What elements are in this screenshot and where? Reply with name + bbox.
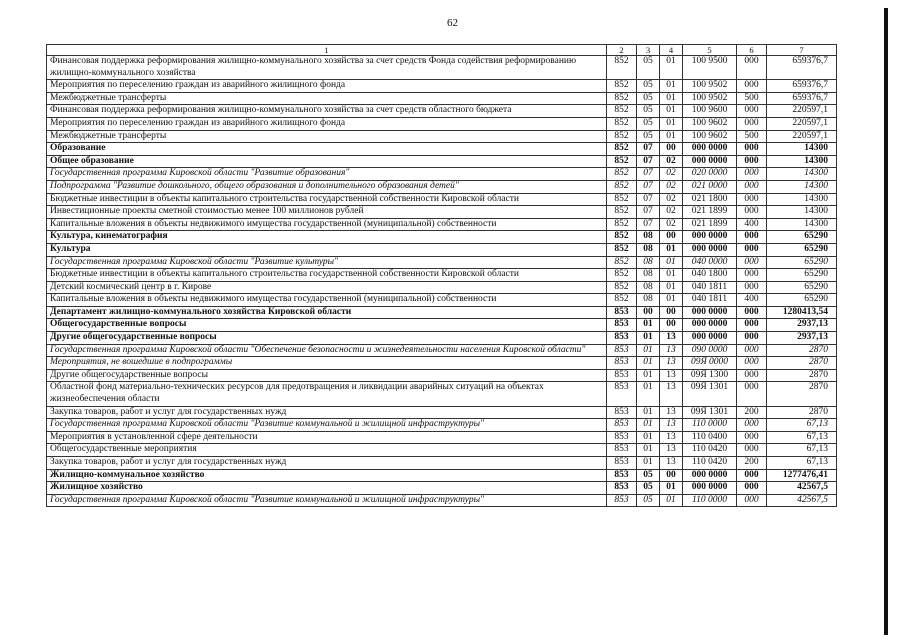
expense-type-code: 000 (737, 419, 767, 432)
expense-type-code: 000 (737, 469, 767, 482)
table-row (47, 369, 837, 382)
expense-type-code: 000 (737, 143, 767, 156)
row-name: Мероприятия в установленной сфере деятельности (47, 431, 607, 444)
expense-type-code: 000 (737, 231, 767, 244)
row-name: Культура, кинематография (47, 231, 607, 244)
table-row (47, 143, 837, 156)
amount: 659376,7 (767, 92, 837, 105)
row-name: Государственная программа Кировской области "Обеспечение безопасности и жизнедеятельности населения Кировской области" (47, 344, 607, 357)
amount: 65290 (767, 269, 837, 282)
target-article-code: 090 0000 (683, 344, 737, 357)
dept-code: 852 (607, 218, 637, 231)
dept-code: 853 (607, 319, 637, 332)
expense-type-code: 500 (737, 130, 767, 143)
row-name: Другие общегосударственные вопросы (47, 369, 607, 382)
dept-code: 852 (607, 243, 637, 256)
row-name: Департамент жилищно-коммунального хозяйства Кировской области (47, 306, 607, 319)
table-row (47, 482, 837, 495)
section-code: 08 (637, 231, 660, 244)
col-header: 3 (637, 45, 660, 56)
subsection-code: 01 (660, 294, 683, 307)
table-row (47, 419, 837, 432)
expense-type-code: 000 (737, 281, 767, 294)
dept-code: 852 (607, 256, 637, 269)
expense-type-code: 000 (737, 168, 767, 181)
amount: 1277476,41 (767, 469, 837, 482)
amount: 220597,1 (767, 130, 837, 143)
target-article-code: 100 9600 (683, 105, 737, 118)
target-article-code: 100 9502 (683, 80, 737, 93)
section-code: 01 (637, 369, 660, 382)
table-row (47, 269, 837, 282)
target-article-code: 100 9500 (683, 56, 737, 80)
target-article-code: 000 0000 (683, 155, 737, 168)
subsection-code: 13 (660, 457, 683, 470)
table-row (47, 256, 837, 269)
target-article-code: 110 0000 (683, 494, 737, 507)
subsection-code: 01 (660, 281, 683, 294)
row-name: Бюджетные инвестиции в объекты капитального строительства государственной собственности Кировской области (47, 269, 607, 282)
target-article-code: 000 0000 (683, 332, 737, 345)
expense-type-code: 500 (737, 92, 767, 105)
target-article-code: 110 0400 (683, 431, 737, 444)
expense-type-code: 000 (737, 206, 767, 219)
subsection-code: 01 (660, 80, 683, 93)
table-row (47, 117, 837, 130)
dept-code: 853 (607, 306, 637, 319)
target-article-code: 040 0000 (683, 256, 737, 269)
section-code: 01 (637, 431, 660, 444)
row-name: Государственная программа Кировской области "Развитие коммунальной и жилищной инфраструктуры" (47, 419, 607, 432)
table-row (47, 294, 837, 307)
amount: 220597,1 (767, 105, 837, 118)
table-row (47, 105, 837, 118)
target-article-code: 000 0000 (683, 319, 737, 332)
dept-code: 852 (607, 80, 637, 93)
amount: 65290 (767, 294, 837, 307)
column-number-row (47, 45, 837, 56)
section-code: 05 (637, 92, 660, 105)
target-article-code: 021 1800 (683, 193, 737, 206)
target-article-code: 040 1811 (683, 294, 737, 307)
amount: 42567,5 (767, 482, 837, 495)
table-row (47, 130, 837, 143)
row-name: Культура (47, 243, 607, 256)
target-article-code: 021 0000 (683, 180, 737, 193)
target-article-code: 040 1800 (683, 269, 737, 282)
amount: 14300 (767, 193, 837, 206)
target-article-code: 040 1811 (683, 281, 737, 294)
table-row (47, 206, 837, 219)
subsection-code: 01 (660, 92, 683, 105)
dept-code: 852 (607, 56, 637, 80)
section-code: 08 (637, 269, 660, 282)
subsection-code: 00 (660, 319, 683, 332)
table-row (47, 406, 837, 419)
expense-type-code: 000 (737, 444, 767, 457)
amount: 2937,13 (767, 319, 837, 332)
subsection-code: 01 (660, 117, 683, 130)
col-header: 5 (683, 45, 737, 56)
target-article-code: 000 0000 (683, 231, 737, 244)
dept-code: 853 (607, 419, 637, 432)
dept-code: 853 (607, 469, 637, 482)
row-name: Другие общегосударственные вопросы (47, 332, 607, 345)
table-row (47, 457, 837, 470)
amount: 65290 (767, 243, 837, 256)
dept-code: 853 (607, 431, 637, 444)
expense-type-code: 000 (737, 80, 767, 93)
col-header: 7 (767, 45, 837, 56)
dept-code: 853 (607, 494, 637, 507)
expense-type-code: 000 (737, 369, 767, 382)
row-name: Капитальные вложения в объекты недвижимого имущества государственной (муниципальной) собственности (47, 294, 607, 307)
subsection-code: 13 (660, 369, 683, 382)
subsection-code: 00 (660, 306, 683, 319)
subsection-code: 02 (660, 218, 683, 231)
row-name: Мероприятия по переселению граждан из аварийного жилищного фонда (47, 80, 607, 93)
expense-type-code: 000 (737, 482, 767, 495)
amount: 14300 (767, 143, 837, 156)
row-name: Государственная программа Кировской области "Развитие коммунальной и жилищной инфраструктуры" (47, 494, 607, 507)
table-row (47, 319, 837, 332)
section-code: 00 (637, 306, 660, 319)
expense-type-code: 000 (737, 243, 767, 256)
section-code: 01 (637, 382, 660, 406)
section-code: 08 (637, 243, 660, 256)
expense-type-code: 400 (737, 218, 767, 231)
row-name: Финансовая поддержка реформирования жилищно-коммунального хозяйства за счет средств Фонда содействия реформированию жилищно-коммунального хозяйства (47, 56, 607, 80)
subsection-code: 02 (660, 206, 683, 219)
section-code: 01 (637, 406, 660, 419)
row-name: Межбюджетные трансферты (47, 92, 607, 105)
dept-code: 852 (607, 143, 637, 156)
dept-code: 852 (607, 92, 637, 105)
target-article-code: 110 0420 (683, 444, 737, 457)
expense-type-code: 000 (737, 357, 767, 370)
expense-type-code: 000 (737, 193, 767, 206)
table-row (47, 92, 837, 105)
row-name: Жилищное хозяйство (47, 482, 607, 495)
table-row (47, 469, 837, 482)
row-name: Закупка товаров, работ и услуг для государственных нужд (47, 406, 607, 419)
budget-table (46, 44, 837, 507)
row-name: Жилищно-коммунальное хозяйство (47, 469, 607, 482)
target-article-code: 100 9602 (683, 117, 737, 130)
target-article-code: 021 1899 (683, 206, 737, 219)
dept-code: 853 (607, 369, 637, 382)
expense-type-code: 000 (737, 269, 767, 282)
section-code: 07 (637, 193, 660, 206)
subsection-code: 13 (660, 406, 683, 419)
target-article-code: 000 0000 (683, 143, 737, 156)
table-row (47, 180, 837, 193)
expense-type-code: 200 (737, 457, 767, 470)
expense-type-code: 000 (737, 105, 767, 118)
target-article-code: 000 0000 (683, 243, 737, 256)
amount: 2870 (767, 357, 837, 370)
scan-edge-bar (884, 8, 888, 635)
amount: 67,13 (767, 431, 837, 444)
expense-type-code: 000 (737, 382, 767, 406)
dept-code: 852 (607, 269, 637, 282)
row-name: Капитальные вложения в объекты недвижимого имущества государственной (муниципальной) собственности (47, 218, 607, 231)
amount: 14300 (767, 168, 837, 181)
expense-type-code: 000 (737, 256, 767, 269)
dept-code: 852 (607, 294, 637, 307)
row-name: Мероприятия, не вошедшие в подпрограммы (47, 357, 607, 370)
dept-code: 852 (607, 155, 637, 168)
subsection-code: 13 (660, 431, 683, 444)
target-article-code: 09Я 0000 (683, 357, 737, 370)
target-article-code: 100 9502 (683, 92, 737, 105)
table-row (47, 431, 837, 444)
section-code: 08 (637, 294, 660, 307)
table-row (47, 243, 837, 256)
section-code: 08 (637, 256, 660, 269)
page-number: 62 (447, 17, 458, 29)
subsection-code: 01 (660, 243, 683, 256)
table-row (47, 357, 837, 370)
section-code: 05 (637, 130, 660, 143)
section-code: 01 (637, 344, 660, 357)
subsection-code: 01 (660, 56, 683, 80)
section-code: 07 (637, 206, 660, 219)
target-article-code: 100 9602 (683, 130, 737, 143)
target-article-code: 110 0000 (683, 419, 737, 432)
table-row (47, 494, 837, 507)
section-code: 05 (637, 469, 660, 482)
subsection-code: 00 (660, 143, 683, 156)
target-article-code: 09Я 1301 (683, 382, 737, 406)
table-row (47, 218, 837, 231)
row-name: Подпрограмма "Развитие дошкольного, общего образования и дополнительного образования детей" (47, 180, 607, 193)
amount: 220597,1 (767, 117, 837, 130)
target-article-code: 09Я 1301 (683, 406, 737, 419)
table-row (47, 444, 837, 457)
row-name: Детский космический центр в г. Кирове (47, 281, 607, 294)
dept-code: 853 (607, 406, 637, 419)
table-row (47, 344, 837, 357)
section-code: 01 (637, 332, 660, 345)
table-row (47, 168, 837, 181)
row-name: Образование (47, 143, 607, 156)
dept-code: 852 (607, 117, 637, 130)
expense-type-code: 000 (737, 117, 767, 130)
dept-code: 852 (607, 281, 637, 294)
col-header: 6 (737, 45, 767, 56)
subsection-code: 01 (660, 130, 683, 143)
amount: 14300 (767, 218, 837, 231)
expense-type-code: 400 (737, 294, 767, 307)
row-name: Закупка товаров, работ и услуг для государственных нужд (47, 457, 607, 470)
section-code: 07 (637, 143, 660, 156)
row-name: Бюджетные инвестиции в объекты капитального строительства государственной собственности Кировской области (47, 193, 607, 206)
dept-code: 853 (607, 382, 637, 406)
amount: 67,13 (767, 457, 837, 470)
table-row (47, 231, 837, 244)
row-name: Финансовая поддержка реформирования жилищно-коммунального хозяйства за счет средств областного бюджета (47, 105, 607, 118)
table-row (47, 80, 837, 93)
table-row (47, 382, 837, 406)
section-code: 07 (637, 218, 660, 231)
row-name: Государственная программа Кировской области "Развитие образования" (47, 168, 607, 181)
row-name: Инвестиционные проекты сметной стоимостью менее 100 миллионов рублей (47, 206, 607, 219)
table-row (47, 56, 837, 80)
amount: 65290 (767, 231, 837, 244)
section-code: 07 (637, 180, 660, 193)
section-code: 05 (637, 56, 660, 80)
section-code: 01 (637, 357, 660, 370)
section-code: 05 (637, 117, 660, 130)
subsection-code: 01 (660, 494, 683, 507)
subsection-code: 02 (660, 155, 683, 168)
subsection-code: 02 (660, 168, 683, 181)
expense-type-code: 200 (737, 406, 767, 419)
dept-code: 852 (607, 130, 637, 143)
subsection-code: 01 (660, 269, 683, 282)
amount: 659376,7 (767, 80, 837, 93)
dept-code: 852 (607, 206, 637, 219)
table-body (47, 45, 837, 507)
section-code: 01 (637, 319, 660, 332)
dept-code: 853 (607, 332, 637, 345)
expense-type-code: 000 (737, 431, 767, 444)
subsection-code: 02 (660, 193, 683, 206)
expense-type-code: 000 (737, 344, 767, 357)
row-name: Мероприятия по переселению граждан из аварийного жилищного фонда (47, 117, 607, 130)
amount: 659376,7 (767, 56, 837, 80)
expense-type-code: 000 (737, 56, 767, 80)
section-code: 01 (637, 419, 660, 432)
col-header: 1 (47, 45, 607, 56)
section-code: 07 (637, 155, 660, 168)
subsection-code: 13 (660, 344, 683, 357)
target-article-code: 021 1899 (683, 218, 737, 231)
amount: 14300 (767, 180, 837, 193)
section-code: 01 (637, 444, 660, 457)
amount: 2870 (767, 382, 837, 406)
amount: 42567,5 (767, 494, 837, 507)
amount: 67,13 (767, 444, 837, 457)
amount: 65290 (767, 256, 837, 269)
row-name: Областной фонд материально-технических ресурсов для предотвращения и ликвидации аварийных ситуаций на объектах жизнеобеспечения области (47, 382, 607, 406)
amount: 2870 (767, 344, 837, 357)
section-code: 01 (637, 457, 660, 470)
col-header: 4 (660, 45, 683, 56)
amount: 14300 (767, 155, 837, 168)
row-name: Государственная программа Кировской области "Развитие культуры" (47, 256, 607, 269)
dept-code: 852 (607, 180, 637, 193)
dept-code: 853 (607, 444, 637, 457)
dept-code: 852 (607, 231, 637, 244)
dept-code: 853 (607, 482, 637, 495)
subsection-code: 00 (660, 231, 683, 244)
expense-type-code: 000 (737, 306, 767, 319)
amount: 14300 (767, 206, 837, 219)
expense-type-code: 000 (737, 180, 767, 193)
subsection-code: 13 (660, 382, 683, 406)
section-code: 07 (637, 168, 660, 181)
amount: 1280413,54 (767, 306, 837, 319)
section-code: 05 (637, 494, 660, 507)
amount: 2870 (767, 406, 837, 419)
table-row (47, 193, 837, 206)
amount: 2937,13 (767, 332, 837, 345)
row-name: Общегосударственные вопросы (47, 319, 607, 332)
subsection-code: 13 (660, 357, 683, 370)
subsection-code: 01 (660, 482, 683, 495)
table-row (47, 306, 837, 319)
table-row (47, 332, 837, 345)
dept-code: 852 (607, 105, 637, 118)
amount: 2870 (767, 369, 837, 382)
table-row (47, 155, 837, 168)
subsection-code: 13 (660, 444, 683, 457)
target-article-code: 020 0000 (683, 168, 737, 181)
section-code: 05 (637, 482, 660, 495)
dept-code: 852 (607, 193, 637, 206)
target-article-code: 000 0000 (683, 469, 737, 482)
dept-code: 853 (607, 357, 637, 370)
section-code: 05 (637, 105, 660, 118)
subsection-code: 01 (660, 256, 683, 269)
target-article-code: 110 0420 (683, 457, 737, 470)
subsection-code: 01 (660, 105, 683, 118)
expense-type-code: 000 (737, 319, 767, 332)
row-name: Общее образование (47, 155, 607, 168)
subsection-code: 02 (660, 180, 683, 193)
subsection-code: 13 (660, 332, 683, 345)
target-article-code: 000 0000 (683, 306, 737, 319)
section-code: 08 (637, 281, 660, 294)
amount: 67,13 (767, 419, 837, 432)
dept-code: 852 (607, 168, 637, 181)
dept-code: 853 (607, 457, 637, 470)
target-article-code: 000 0000 (683, 482, 737, 495)
expense-type-code: 000 (737, 155, 767, 168)
row-name: Общегосударственные мероприятия (47, 444, 607, 457)
col-header: 2 (607, 45, 637, 56)
dept-code: 853 (607, 344, 637, 357)
subsection-code: 13 (660, 419, 683, 432)
amount: 65290 (767, 281, 837, 294)
target-article-code: 09Я 1300 (683, 369, 737, 382)
expense-type-code: 000 (737, 494, 767, 507)
expense-type-code: 000 (737, 332, 767, 345)
section-code: 05 (637, 80, 660, 93)
row-name: Межбюджетные трансферты (47, 130, 607, 143)
subsection-code: 00 (660, 469, 683, 482)
table-row (47, 281, 837, 294)
